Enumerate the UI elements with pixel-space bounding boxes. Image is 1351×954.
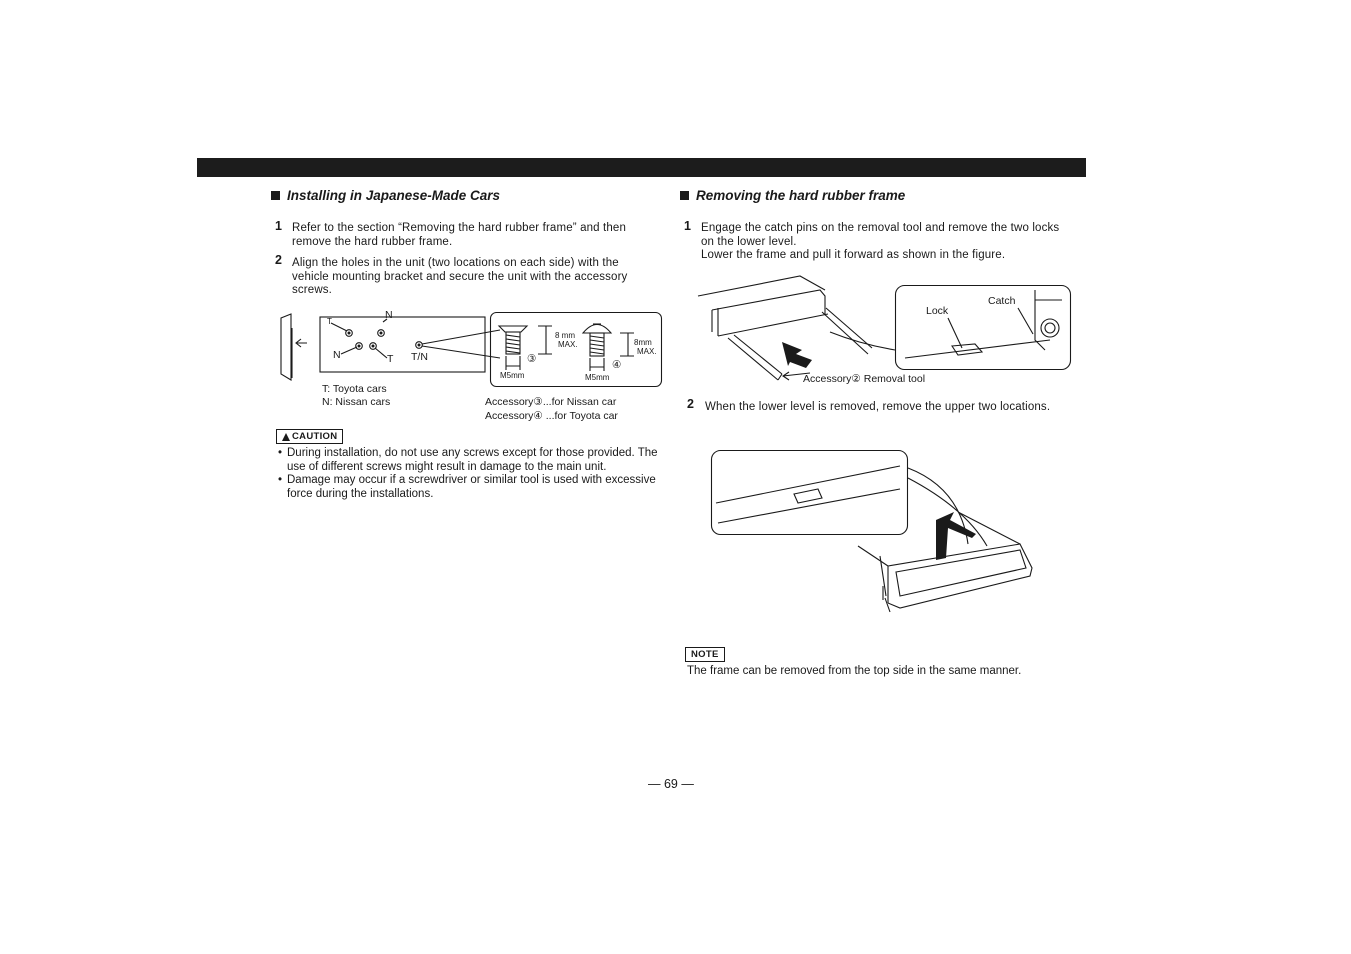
step-number: 2 — [687, 397, 694, 411]
detail-inset — [896, 286, 1071, 370]
screw3-number: ③ — [527, 353, 537, 365]
label-n: N — [333, 349, 341, 361]
removal-tool-icon — [728, 335, 782, 380]
step-number: 1 — [684, 219, 691, 233]
frame-icon — [712, 290, 828, 336]
leader-lines — [948, 308, 1033, 348]
screw4-size: M5mm — [585, 373, 610, 382]
screw3-length: 8 mm — [555, 331, 575, 340]
arrow-left-icon — [296, 339, 307, 347]
bracket-edge — [281, 314, 291, 380]
arrow-down-icon — [782, 342, 812, 368]
page-number: — 69 — — [648, 777, 694, 791]
step-text: Align the holes in the unit (two locations on each side) with the vehicle mounting bracket and secure the unit with the accessory screws. — [292, 257, 628, 297]
pan-head-screw-icon — [583, 325, 611, 334]
caution-badge — [276, 429, 343, 444]
note-label: NOTE — [691, 649, 719, 660]
note-text: The frame can be removed from the top side in the same manner. — [687, 665, 1022, 677]
step-text: Refer to the section “Removing the hard rubber frame” and then remove the hard rubber frame. — [292, 222, 627, 248]
lock-icon — [794, 489, 822, 503]
section-heading-installing — [271, 188, 500, 203]
warning-triangle-icon — [282, 433, 290, 441]
label-t: T — [387, 353, 394, 365]
caution-item-text: Damage may occur if a screwdriver or similar tool is used with excessive force during the installations. — [287, 474, 656, 500]
legend-nissan: N: Nissan cars — [322, 396, 391, 408]
step-text: Lower the frame and pull it forward as shown in the figure. — [701, 249, 1006, 261]
label-catch: Catch — [988, 295, 1016, 307]
step-text: When the lower level is removed, remove the upper two locations. — [705, 401, 1051, 413]
list-item: • During installation, do not use any screws except for those provided. The use of different screws might result in damage to the main unit. — [278, 447, 662, 474]
step-number: 2 — [275, 253, 282, 267]
unit-side-panel — [320, 317, 485, 372]
note-badge — [685, 647, 725, 662]
legend-toyota: T: Toyota cars — [322, 383, 387, 395]
screw4-number: ④ — [612, 359, 622, 371]
section-heading-removing — [680, 188, 905, 203]
removal-tool-diagram — [690, 270, 1075, 390]
caution-label: CAUTION — [292, 431, 338, 442]
label-lock: Lock — [926, 305, 949, 317]
label-n: N — [385, 309, 393, 321]
screw3-max: MAX. — [558, 340, 578, 349]
label-tn: T/N — [411, 351, 428, 363]
screw4-max: MAX. — [637, 347, 657, 356]
caution-item-text: During installation, do not use any screws except for those provided. The use of different screws might result in damage to the main unit. — [287, 447, 658, 473]
detail-inset — [712, 451, 908, 535]
label-t: T — [327, 317, 332, 326]
screw4-length: 8mm — [634, 338, 652, 347]
square-bullet-icon — [680, 191, 689, 200]
label-removal-tool: Accessory② Removal tool — [803, 373, 926, 385]
accessory3-caption: Accessory③...for Nissan car — [485, 396, 617, 408]
heading-text: Removing the hard rubber frame — [696, 188, 906, 203]
caution-list — [278, 447, 662, 501]
flat-head-screw-icon — [499, 326, 527, 332]
header-bar — [197, 158, 1086, 177]
upper-lock-diagram — [710, 448, 1040, 618]
heading-text: Installing in Japanese-Made Cars — [287, 188, 501, 203]
step-text: Engage the catch pins on the removal tool and remove the two locks on the lower level. — [701, 222, 1060, 248]
screw3-size: M5mm — [500, 371, 525, 380]
square-bullet-icon — [271, 191, 280, 200]
list-item: • Damage may occur if a screwdriver or similar tool is used with excessive force during the installations. — [278, 474, 662, 501]
accessory4-caption: Accessory④ ...for Toyota car — [485, 410, 618, 422]
removal-tool-icon — [822, 308, 872, 354]
projection-lines — [422, 330, 500, 358]
step-number: 1 — [275, 219, 282, 233]
